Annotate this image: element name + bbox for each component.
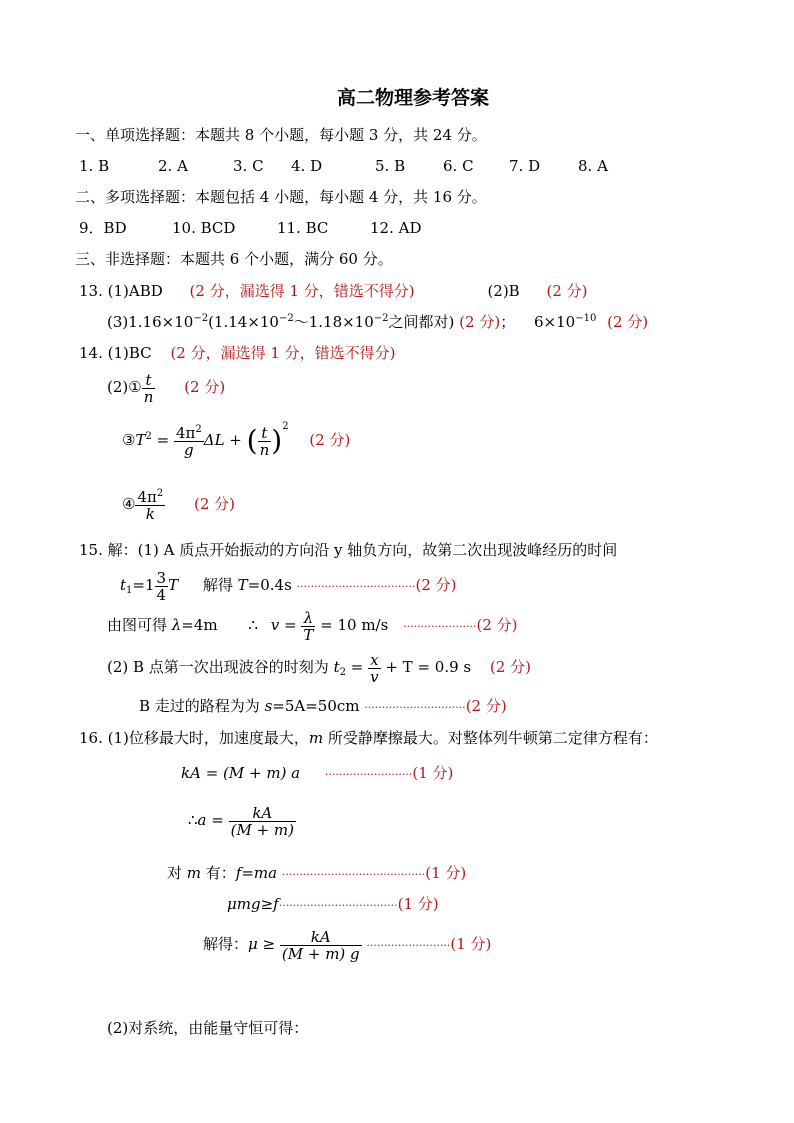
q14-part2-score: (2 分) — [184, 378, 226, 396]
answer-11: 11. BC — [277, 219, 329, 237]
q14-part1-answer: 14. (1)BC — [79, 344, 152, 362]
q13-part1-answer: 13. (1)ABD — [79, 282, 163, 300]
q13-exp-3: −2 — [373, 313, 389, 324]
q13-part3-score-2: (2 分) — [607, 313, 649, 331]
q15-lambda: λ — [171, 616, 182, 634]
q13-separator: ； — [500, 313, 516, 331]
q15-leader-dots-3: ····························· — [364, 701, 466, 714]
q15-path-value: =5A=50cm — [272, 697, 360, 715]
q16-mu-symbol: μ — [248, 935, 258, 953]
q16-eq2-equals: = — [206, 811, 229, 829]
q15-t1-symbol: t — [120, 576, 127, 594]
q16-frac5-num: kA — [280, 929, 362, 946]
q14-fraction-inner — [258, 425, 272, 458]
q13-part2-score: (2 分) — [546, 282, 588, 300]
q14-frac4-num-exp: 2 — [156, 487, 164, 499]
q15-result-value: =0.4s — [247, 576, 292, 594]
section-1-heading: 一、单项选择题：本题共 8 个小题，每小题 3 分，共 24 分。 — [75, 126, 487, 144]
q16-eq5 — [203, 924, 491, 966]
q15-velocity-symbol: v — [270, 616, 280, 634]
q16-solve-label: 解得： — [203, 935, 249, 953]
answer-6: 6. C — [443, 157, 474, 175]
q15-leader-dots-2: ····················· — [403, 620, 477, 633]
q13-range-low: (1.14×10 — [208, 313, 279, 331]
q14-frac3-den: g — [184, 440, 194, 459]
q14-frac4-den: k — [145, 504, 155, 523]
q15-frac-num: 3 — [156, 568, 167, 587]
q16-eq3 — [167, 864, 466, 884]
q16-part2: (2)对系统，由能量守恒可得： — [107, 1019, 309, 1037]
q14-frac3-num-exp: 2 — [195, 423, 202, 435]
q15-frac3-den: v — [370, 667, 379, 686]
q16-for-text: 对 — [167, 864, 187, 882]
q16-eq3-m: m — [186, 864, 202, 882]
q16-score-4: (1 分) — [450, 935, 492, 953]
q14-plus: + — [224, 431, 247, 449]
q13-exp-1: −2 — [193, 313, 209, 324]
q14-equals: = — [151, 431, 174, 449]
q16-mass-m: m — [308, 729, 324, 747]
q16-eq1-formula: kA = (M + m) a — [181, 764, 301, 782]
q15-solve-label: 解得 — [202, 576, 238, 594]
q15-fraction-3-4 — [155, 570, 169, 603]
q15-velocity-eq: = — [279, 616, 302, 634]
q15-t2-eq: = — [345, 658, 369, 676]
q16-leader-dots-3: ·································· — [278, 899, 398, 912]
page-title: 高二物理参考答案 — [337, 87, 490, 109]
q15-score-1: (2 分) — [415, 576, 457, 594]
q14-part3-label: ③ — [122, 431, 136, 449]
q14-period-symbol: T — [135, 431, 146, 449]
q16-frac-num: kA — [229, 805, 296, 822]
q14-frac4-num: 4π — [137, 487, 157, 506]
q16-has-text: 有： — [201, 864, 236, 882]
q15-period-T: T — [168, 576, 179, 594]
q14-part3-formula — [122, 420, 350, 460]
q15-line1: 15. 解：(1) A 质点开始振动的方向沿 y 轴负方向，故第二次出现波峰经历的时间 — [79, 541, 618, 559]
q16-fraction-kA-Mmg — [280, 929, 362, 962]
q14-fraction-4pi2-over-g — [174, 425, 204, 458]
q15-path-symbol: s — [264, 697, 273, 715]
q16-text-b: 所受静摩擦最大。对整体列牛顿第二定律方程有： — [323, 729, 658, 747]
answer-10: 10. BCD — [172, 219, 236, 237]
answer-1: 1. B — [79, 157, 110, 175]
answer-9: 9．BD — [79, 219, 127, 237]
q13-exp-4: −10 — [575, 313, 597, 324]
q15-line5 — [139, 697, 507, 717]
q13-part2-answer: (2)B — [487, 282, 520, 300]
answer-4: 4. D — [291, 157, 323, 175]
q15-fraction-x-v — [368, 652, 380, 685]
q15-part2-text: (2) B 点第一次出现波谷的时刻为 — [107, 658, 334, 676]
section-3-heading: 三、非选择题：本题共 6 个小题，满分 60 分。 — [75, 250, 393, 268]
q14-inner-num: t — [258, 425, 272, 442]
q16-eq2 — [188, 800, 296, 840]
q15-t2-sub: 2 — [339, 667, 346, 678]
q15-leader-dots-1: ·································· — [296, 580, 416, 593]
q15-velocity-value: = 10 m/s — [315, 616, 389, 634]
q15-therefore: ∴ — [248, 616, 258, 634]
q14-outer-exp: 2 — [282, 421, 289, 432]
q14-delta-l: ΔL — [203, 431, 225, 449]
q15-path-text: B 走过的路程为为 — [139, 697, 265, 715]
q16-eq3-formula: f=ma — [235, 864, 278, 882]
q13-part1-note: (2 分，漏选得 1 分，错选不得分) — [189, 282, 415, 300]
q14-line1 — [79, 344, 396, 362]
q15-frac-den: 4 — [156, 585, 167, 604]
q16-eq4 — [227, 895, 439, 915]
q16-score-3: (1 分) — [397, 895, 439, 913]
q15-line4 — [107, 648, 531, 686]
q14-frac3-num: 4π — [175, 423, 196, 442]
q15-line2 — [120, 566, 457, 606]
q14-inner-den: n — [259, 440, 270, 459]
q14-frac-num: t — [142, 372, 156, 389]
q13-line2 — [107, 313, 648, 331]
q15-fraction-lambda-T — [301, 610, 315, 643]
q15-from-figure: 由图可得 — [107, 616, 172, 634]
q15-t2-value: + T = 0.9 s — [380, 658, 472, 676]
q16-ge: ≥ — [257, 935, 280, 953]
q13-part3-value-2: 6×10 — [534, 313, 576, 331]
q14-part2-label: (2)① — [107, 378, 142, 396]
q16-accel-symbol: a — [197, 811, 207, 829]
q13-range-note: 之间都对) — [388, 313, 455, 331]
answer-8: 8. A — [578, 157, 608, 175]
q16-line1 — [79, 729, 658, 747]
q15-frac3-num: x — [368, 652, 380, 669]
q16-eq4-formula: μmg≥f — [227, 895, 279, 913]
q14-part3-score: (2 分) — [309, 431, 351, 449]
q14-frac-den: n — [143, 387, 154, 406]
answer-2: 2. A — [158, 157, 188, 175]
q14-fraction-4pi2-over-k — [135, 489, 165, 522]
q13-part3-value: (3)1.16×10 — [107, 313, 194, 331]
q15-score-4: (2 分) — [465, 697, 507, 715]
answer-7: 7. D — [509, 157, 541, 175]
q15-t2-symbol: t — [333, 658, 340, 676]
q14-part4-label: ④ — [122, 495, 136, 513]
q15-score-2: (2 分) — [476, 616, 518, 634]
q16-text-a: 16. (1)位移最大时，加速度最大， — [79, 729, 309, 747]
section-2-heading: 二、多项选择题：本题包括 4 小题，每小题 4 分，共 16 分。 — [75, 188, 487, 206]
q16-fraction-kA-Mm — [229, 805, 296, 838]
q15-t1-sub: 1 — [126, 585, 133, 596]
q16-score-2: (1 分) — [425, 864, 467, 882]
q16-leader-dots-1: ························· — [324, 768, 413, 781]
q15-score-3: (2 分) — [489, 658, 531, 676]
q16-score-1: (1 分) — [412, 764, 454, 782]
q13-range-high: ～1.18×10 — [293, 313, 374, 331]
q16-frac-den: (M + m) — [230, 820, 295, 839]
q14-paren-left: ( — [246, 424, 258, 457]
q14-part2 — [107, 370, 225, 405]
q15-result-T: T — [237, 576, 248, 594]
q16-eq1 — [181, 764, 453, 784]
q15-t1-eq: =1 — [132, 576, 155, 594]
q16-therefore: ∴ — [188, 811, 198, 829]
q13-part3-score-1: (2 分) — [459, 313, 501, 331]
q16-leader-dots-2: ········································· — [281, 868, 426, 881]
q16-frac5-den: (M + m) g — [281, 944, 360, 963]
q15-line3 — [107, 606, 518, 646]
q14-part4-score: (2 分) — [194, 495, 236, 513]
q15-lambda-value: =4m — [181, 616, 218, 634]
q13-exp-2: −2 — [278, 313, 294, 324]
q15-frac2-den: T — [303, 625, 314, 644]
q14-part4-formula — [122, 484, 235, 524]
q13-line1 — [79, 282, 588, 300]
answer-5: 5. B — [375, 157, 406, 175]
q14-period-exp: 2 — [145, 431, 152, 442]
q15-frac2-num: λ — [301, 610, 315, 627]
answer-3: 3. C — [233, 157, 264, 175]
q14-part1-note: (2 分，漏选得 1 分，错选不得分) — [170, 344, 396, 362]
q16-leader-dots-4: ························ — [366, 939, 451, 952]
q14-fraction-t-over-n — [142, 372, 156, 405]
answer-12: 12. AD — [370, 219, 422, 237]
q14-paren-right: ) — [271, 424, 283, 457]
